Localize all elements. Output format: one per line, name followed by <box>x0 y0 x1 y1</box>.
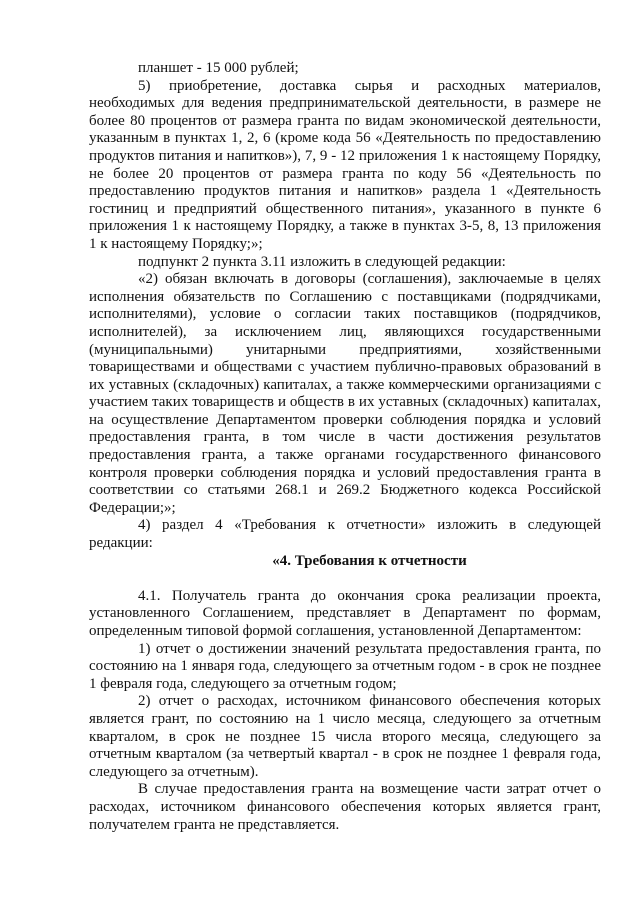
paragraph-4-1: 4.1. Получатель гранта до окончания срока реализации проекта, установленного Соглашением, представляет в Департамент по формам, определенным типовой формой соглашения, установленной Департаментом: <box>89 587 601 639</box>
paragraph-subitem-3-11: подпункт 2 пункта 3.11 изложить в следующей редакции: <box>138 253 506 270</box>
paragraph-report-results: 1) отчет о достижении значений результата предоставления гранта, по состоянию на 1 января года, следующего за отчетным годом - в срок не позднее 1 февраля года, следующего за отчетным годом; <box>89 640 601 692</box>
document-page <box>89 60 601 834</box>
paragraph-item-5-materials: 5) приобретение, доставка сырья и расходных материалов, необходимых для ведения предпринимательской деятельности, в размере не более 80 процентов от размера гранта по видам экономической деятельности, указанным в пунктах 1, 2, 6 (кроме кода 56 «Деятельность по предоставлению продуктов питания и напитков»), 7, 9 - 12 приложения 1 к настоящему Порядку, не более 20 процентов от размера гранта по коду 56 «Деятельность по предоставлению продуктов питания и напитков» раздела 1 «Деятельность гостиниц и предприятий общественного питания», указанного в пункте 6 приложения 1 к настоящему Порядку, а также в пунктах 3-5, 8, 13 приложения 1 к настоящему Порядку;»; <box>89 77 601 252</box>
paragraph-tablet-cost: планшет - 15 000 рублей; <box>138 60 299 76</box>
paragraph-obligation-2: «2) обязан включать в договоры (соглашения), заключаемые в целях исполнения обязательств по Соглашению с поставщиками (подрядчиками, исполнителями), условие о согласии таких поставщиков (подрядчиков, исполнителей), за исключением лиц, являющихся государственными (муниципальными) унитарными предприятиями, хозяйственными товариществами и обществами с участием публично-правовых образований в их уставных (складочных) капиталах, а также коммерческими организациями с участием таких товариществ и обществ в их уставных (складочных) капиталах, на осуществление Департаментом проверки соблюдения порядка и условий предоставления гранта, в том числе в части достижения результатов предоставления гранта, а также органами государственного финансового контроля проверки соблюдения порядка и условий предоставления гранта в соответствии со статьями 268.1 и 269.2 Бюджетного кодекса Российской Федерации;»; <box>89 271 601 516</box>
paragraph-report-expenses: 2) отчет о расходах, источником финансового обеспечения которых является грант, по состоянию на 1 число месяца, следующего за отчетным кварталом, в срок не позднее 15 числа второго месяца, следующего за отчетным кварталом (за четвертый квартал - в срок не позднее 1 февраля года, следующего за отчетным). <box>89 693 601 780</box>
paragraph-reimbursement-note: В случае предоставления гранта на возмещение части затрат отчет о расходах, источником финансового обеспечения которых является грант, получателем гранта не представляется. <box>89 781 601 833</box>
section-heading: «4. Требования к отчетности <box>272 552 467 569</box>
paragraph-section-4-intro: 4) раздел 4 «Требования к отчетности» изложить в следующей редакции: <box>89 517 601 552</box>
spacer <box>89 570 601 588</box>
